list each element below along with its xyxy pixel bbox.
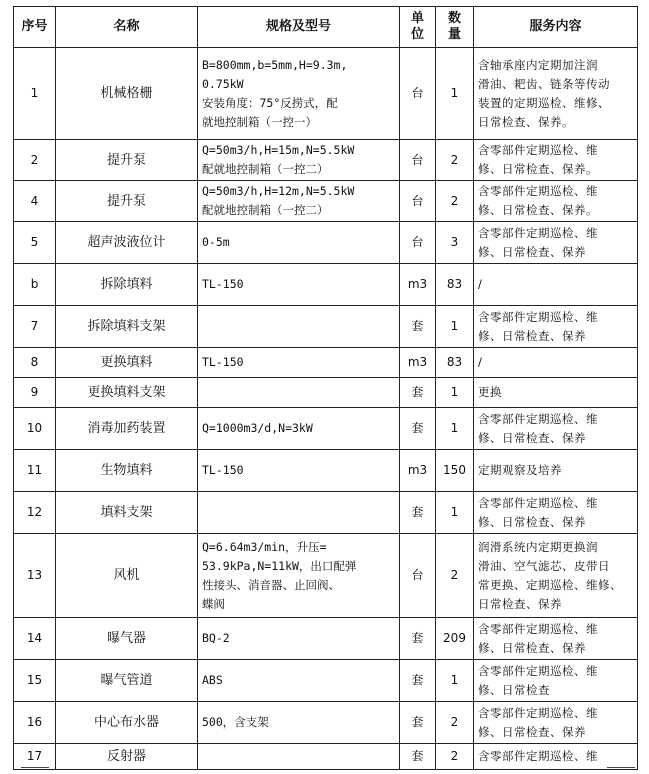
equipment-name: 消毒加药装置 <box>56 408 198 450</box>
unit-cell: 套 <box>400 306 436 348</box>
quantity-cell: 2 <box>436 140 474 181</box>
header-service: 服务内容 <box>474 7 638 48</box>
service-content: / <box>474 348 638 378</box>
unit-cell: m3 <box>400 450 436 492</box>
spec-model: TL-150 <box>198 348 400 378</box>
spec-model <box>198 492 400 534</box>
row-number: 9 <box>14 378 56 408</box>
equipment-name: 更换填料 <box>56 348 198 378</box>
equipment-name: 机械格栅 <box>56 48 198 140</box>
unit-cell: 台 <box>400 534 436 618</box>
header-spec: 规格及型号 <box>198 7 400 48</box>
quantity-cell: 1 <box>436 660 474 702</box>
service-content: 含零部件定期巡检、维 修、日常检查 <box>474 660 638 702</box>
unit-cell: 台 <box>400 222 436 264</box>
row-number: 8 <box>14 348 56 378</box>
row-number: 17 <box>14 744 56 770</box>
row-number: 10 <box>14 408 56 450</box>
spec-model: TL-150 <box>198 450 400 492</box>
header-row <box>14 7 638 48</box>
unit-cell: m3 <box>400 264 436 306</box>
table-row <box>14 492 638 534</box>
table-row <box>14 408 638 450</box>
spec-model <box>198 744 400 770</box>
table-row <box>14 140 638 181</box>
service-content: 含零部件定期巡检、维 修、日常检查、保养 <box>474 222 638 264</box>
row-number: 1 <box>14 48 56 140</box>
equipment-name: 拆除填料支架 <box>56 306 198 348</box>
service-content: 更换 <box>474 378 638 408</box>
quantity-cell: 2 <box>436 702 474 744</box>
spec-model <box>198 306 400 348</box>
service-content: 含零部件定期巡检、维 修、日常检查、保养 <box>474 618 638 660</box>
header-no: 序号 <box>14 7 56 48</box>
table-row <box>14 618 638 660</box>
quantity-cell: 150 <box>436 450 474 492</box>
quantity-cell: 1 <box>436 492 474 534</box>
row-number: 11 <box>14 450 56 492</box>
unit-cell: 套 <box>400 492 436 534</box>
table-row <box>14 660 638 702</box>
row-number: 16 <box>14 702 56 744</box>
equipment-table <box>13 6 638 770</box>
header-name: 名称 <box>56 7 198 48</box>
quantity-cell: 1 <box>436 408 474 450</box>
equipment-name: 曝气管道 <box>56 660 198 702</box>
quantity-cell: 1 <box>436 378 474 408</box>
table-body <box>14 48 638 770</box>
header-qty: 数 量 <box>436 7 474 48</box>
equipment-name: 填料支架 <box>56 492 198 534</box>
spec-model: Q=50m3/h,H=12m,N=5.5kW 配就地控制箱（一控二） <box>198 181 400 222</box>
service-content: 含零部件定期巡检、维 修、日常检查、保养。 <box>474 140 638 181</box>
unit-cell: 套 <box>400 618 436 660</box>
unit-cell: 套 <box>400 660 436 702</box>
service-content: 含零部件定期巡检、维 <box>474 744 638 770</box>
unit-cell: 套 <box>400 744 436 770</box>
row-number: 7 <box>14 306 56 348</box>
spec-model: TL-150 <box>198 264 400 306</box>
spec-model <box>198 378 400 408</box>
table-row <box>14 534 638 618</box>
table-row <box>14 222 638 264</box>
table-row <box>14 348 638 378</box>
table-row <box>14 48 638 140</box>
table-row <box>14 306 638 348</box>
table-row <box>14 181 638 222</box>
service-content: 含零部件定期巡检、维 修、日常检查、保养 <box>474 306 638 348</box>
quantity-cell: 83 <box>436 348 474 378</box>
unit-cell: 套 <box>400 702 436 744</box>
equipment-name: 曝气器 <box>56 618 198 660</box>
unit-cell: 套 <box>400 378 436 408</box>
quantity-cell: 3 <box>436 222 474 264</box>
service-content: / <box>474 264 638 306</box>
row-number: 13 <box>14 534 56 618</box>
quantity-cell: 2 <box>436 744 474 770</box>
equipment-name: 生物填料 <box>56 450 198 492</box>
page-footer-rule <box>13 767 637 768</box>
unit-cell: 台 <box>400 48 436 140</box>
row-number: 4 <box>14 181 56 222</box>
unit-cell: m3 <box>400 348 436 378</box>
spec-model: BQ-2 <box>198 618 400 660</box>
quantity-cell: 209 <box>436 618 474 660</box>
header-unit: 单 位 <box>400 7 436 48</box>
quantity-cell: 2 <box>436 534 474 618</box>
row-number: 14 <box>14 618 56 660</box>
quantity-cell: 1 <box>436 48 474 140</box>
spec-model: Q=1000m3/d,N=3kW <box>198 408 400 450</box>
unit-cell: 台 <box>400 140 436 181</box>
table-row <box>14 378 638 408</box>
row-number: b <box>14 264 56 306</box>
spec-model: B=800mm,b=5mm,H=9.3m, 0.75kW 安装角度：75°反捞式，配 就地控制箱（一控一） <box>198 48 400 140</box>
quantity-cell: 83 <box>436 264 474 306</box>
unit-cell: 套 <box>400 408 436 450</box>
service-content: 含零部件定期巡检、维 修、日常检查、保养。 <box>474 181 638 222</box>
equipment-name: 超声波液位计 <box>56 222 198 264</box>
spec-model: 0-5m <box>198 222 400 264</box>
service-content: 含轴承座内定期加注润 滑油、耙齿、链条等传动 装置的定期巡检、维修、 日常检查、保养。 <box>474 48 638 140</box>
equipment-name: 中心布水器 <box>56 702 198 744</box>
row-number: 15 <box>14 660 56 702</box>
equipment-name: 风机 <box>56 534 198 618</box>
service-content: 含零部件定期巡检、维 修、日常检查、保养 <box>474 702 638 744</box>
equipment-name: 反射器 <box>56 744 198 770</box>
table-row <box>14 744 638 770</box>
spec-model: Q=50m3/h,H=15m,N=5.5kW 配就地控制箱（一控二） <box>198 140 400 181</box>
table-row <box>14 702 638 744</box>
spec-model: Q=6.64m3/min，升压= 53.9kPa,N=11kW，出口配弹 性接头、消音器、止回阀、 蝶阀 <box>198 534 400 618</box>
equipment-name: 拆除填料 <box>56 264 198 306</box>
equipment-name: 提升泵 <box>56 140 198 181</box>
quantity-cell: 1 <box>436 306 474 348</box>
row-number: 12 <box>14 492 56 534</box>
service-content: 含零部件定期巡检、维 修、日常检查、保养 <box>474 408 638 450</box>
spec-model: ABS <box>198 660 400 702</box>
service-content: 润滑系统内定期更换润 滑油、空气滤芯、皮带日 常更换、定期巡检、维修、 日常检查、保养 <box>474 534 638 618</box>
unit-cell: 台 <box>400 181 436 222</box>
spec-model: 500，含支架 <box>198 702 400 744</box>
table-row <box>14 264 638 306</box>
equipment-name: 更换填料支架 <box>56 378 198 408</box>
row-number: 2 <box>14 140 56 181</box>
quantity-cell: 2 <box>436 181 474 222</box>
service-content: 含零部件定期巡检、维 修、日常检查、保养 <box>474 492 638 534</box>
service-content: 定期观察及培养 <box>474 450 638 492</box>
row-number: 5 <box>14 222 56 264</box>
equipment-name: 提升泵 <box>56 181 198 222</box>
table-row <box>14 450 638 492</box>
